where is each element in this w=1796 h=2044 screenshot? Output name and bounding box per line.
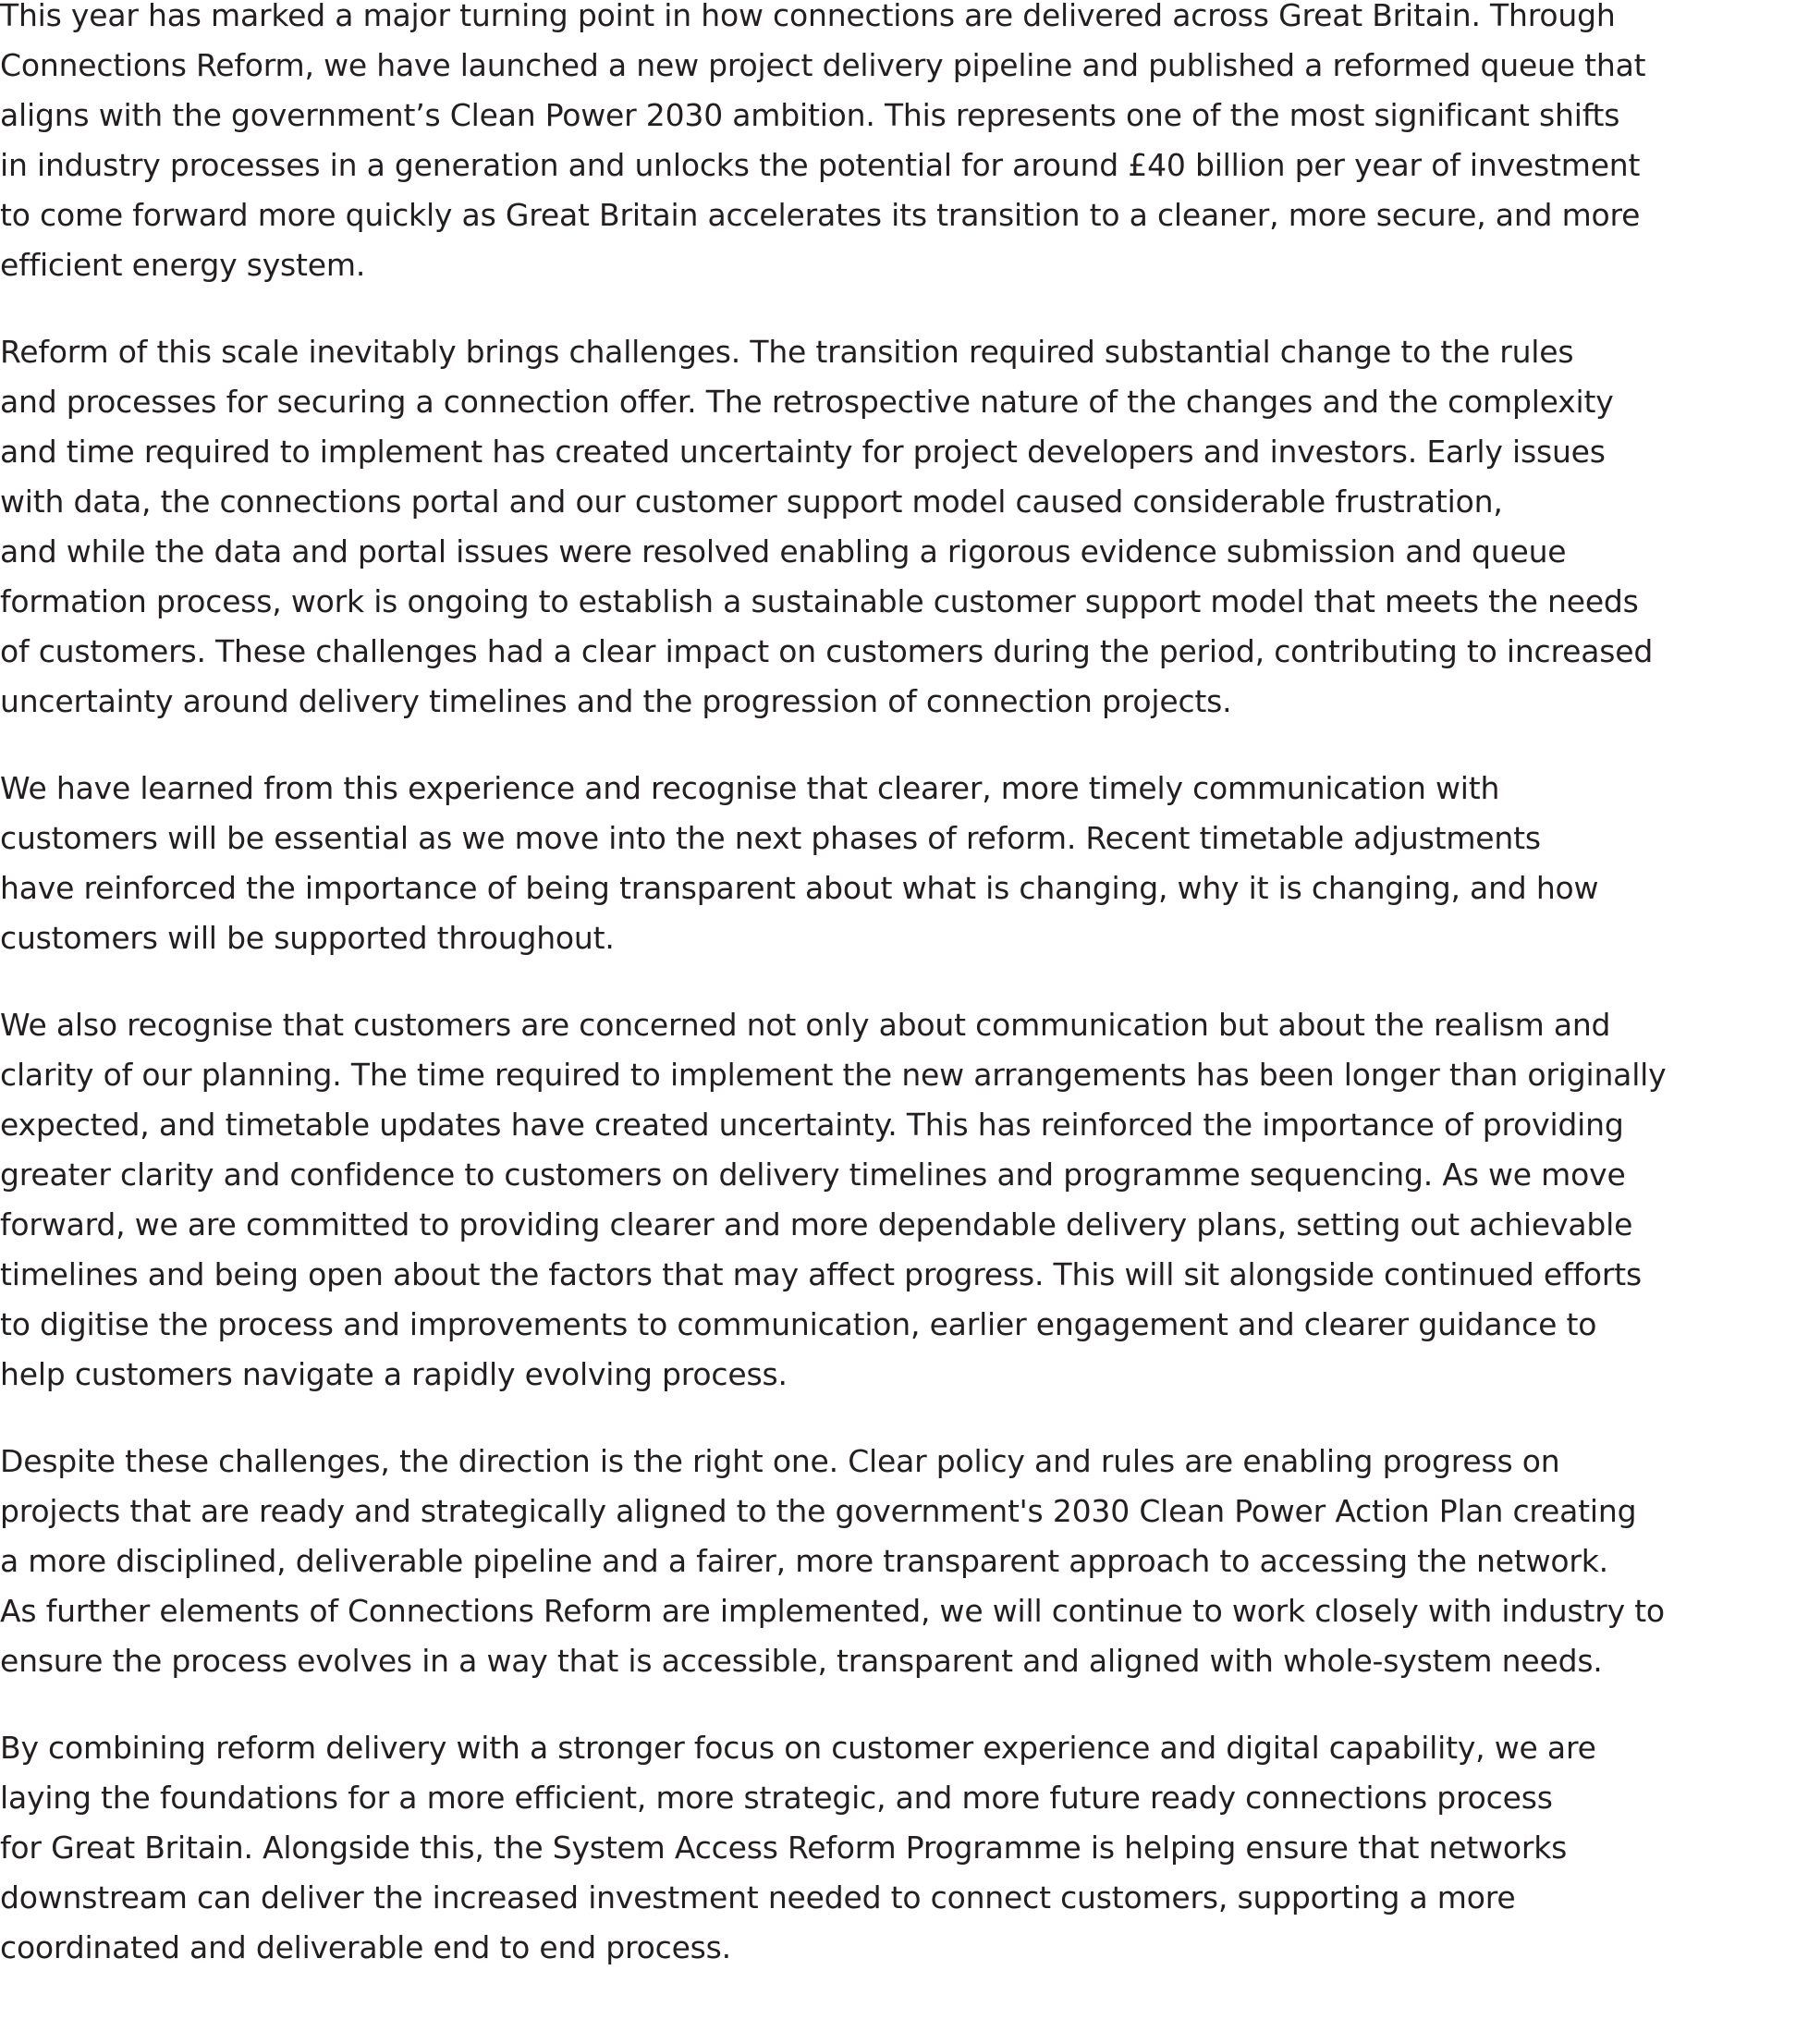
text-line: As further elements of Connections Reform are implemented, we will continue to work closely with industry to [0,1593,1665,1629]
text-line: expected, and timetable updates have created uncertainty. This has reinforced the importance of providing [0,1107,1624,1143]
text-line: with data, the connections portal and our customer support model caused considerable frustration, [0,483,1503,520]
text-line: coordinated and deliverable end to end process. [0,1929,731,1965]
text-line: help customers navigate a rapidly evolving process. [0,1356,788,1392]
text-line: for Great Britain. Alongside this, the System Access Reform Programme is helping ensure that networks [0,1830,1568,1866]
text-line: We have learned from this experience and recognise that clearer, more timely communication with [0,770,1500,806]
text-line: to digitise the process and improvements to communication, earlier engagement and clearer guidance to [0,1306,1597,1342]
text-line: formation process, work is ongoing to establish a sustainable customer support model that meets the needs [0,583,1639,619]
text-line: aligns with the government’s Clean Power 2030 ambition. This represents one of the most significant shifts [0,97,1620,133]
text-line: Connections Reform, we have launched a new project delivery pipeline and published a reformed queue that [0,47,1646,83]
text-line: forward, we are committed to providing clearer and more dependable delivery plans, setting out achievable [0,1206,1633,1242]
text-line: have reinforced the importance of being transparent about what is changing, why it is changing, and how [0,870,1599,906]
text-line: in industry processes in a generation and unlocks the potential for around £40 billion per year of investment [0,147,1641,183]
paragraph-5 [0,1437,1796,1686]
text-line: downstream can deliver the increased investment needed to connect customers, supporting a more [0,1879,1516,1915]
text-line: timelines and being open about the factors that may affect progress. This will sit alongside continued efforts [0,1256,1642,1292]
text-line: and while the data and portal issues were resolved enabling a rigorous evidence submission and queue [0,533,1567,569]
paragraph-2 [0,327,1796,727]
text-line: customers will be essential as we move into the next phases of reform. Recent timetable adjustments [0,820,1541,856]
paragraph-6 [0,1723,1796,1973]
text-line: By combining reform delivery with a stronger focus on customer experience and digital capability, we are [0,1730,1596,1766]
text-line: greater clarity and confidence to customers on delivery timelines and programme sequencing. As we move [0,1157,1626,1193]
text-line: Reform of this scale inevitably brings challenges. The transition required substantial change to the rules [0,334,1574,370]
text-line: and processes for securing a connection offer. The retrospective nature of the changes and the complexity [0,384,1614,420]
text-line: projects that are ready and strategically aligned to the government's 2030 Clean Power Action Plan creating [0,1493,1637,1529]
paragraph-1 [0,0,1796,290]
text-line: laying the foundations for a more efficient, more strategic, and more future ready connections process [0,1780,1553,1816]
text-line: This year has marked a major turning point in how connections are delivered across Great Britain. Through [0,0,1616,33]
text-line: clarity of our planning. The time required to implement the new arrangements has been longer than originally [0,1057,1667,1093]
text-line: ensure the process evolves in a way that is accessible, transparent and aligned with whole-system needs. [0,1643,1603,1679]
text-line: Despite these challenges, the direction is the right one. Clear policy and rules are enabling progress on [0,1443,1560,1479]
text-line: customers will be supported throughout. [0,920,615,956]
text-line: of customers. These challenges had a clear impact on customers during the period, contributing to increased [0,633,1654,669]
paragraph-4 [0,1000,1796,1400]
text-line: and time required to implement has created uncertainty for project developers and investors. Early issues [0,434,1606,470]
text-line: to come forward more quickly as Great Britain accelerates its transition to a cleaner, more secure, and more [0,197,1641,233]
text-line: efficient energy system. [0,247,366,283]
text-line: a more disciplined, deliverable pipeline and a fairer, more transparent approach to accessing the network. [0,1543,1608,1579]
paragraph-3 [0,764,1796,963]
text-line: We also recognise that customers are concerned not only about communication but about the realism and [0,1007,1611,1043]
text-line: uncertainty around delivery timelines and the progression of connection projects. [0,683,1232,719]
